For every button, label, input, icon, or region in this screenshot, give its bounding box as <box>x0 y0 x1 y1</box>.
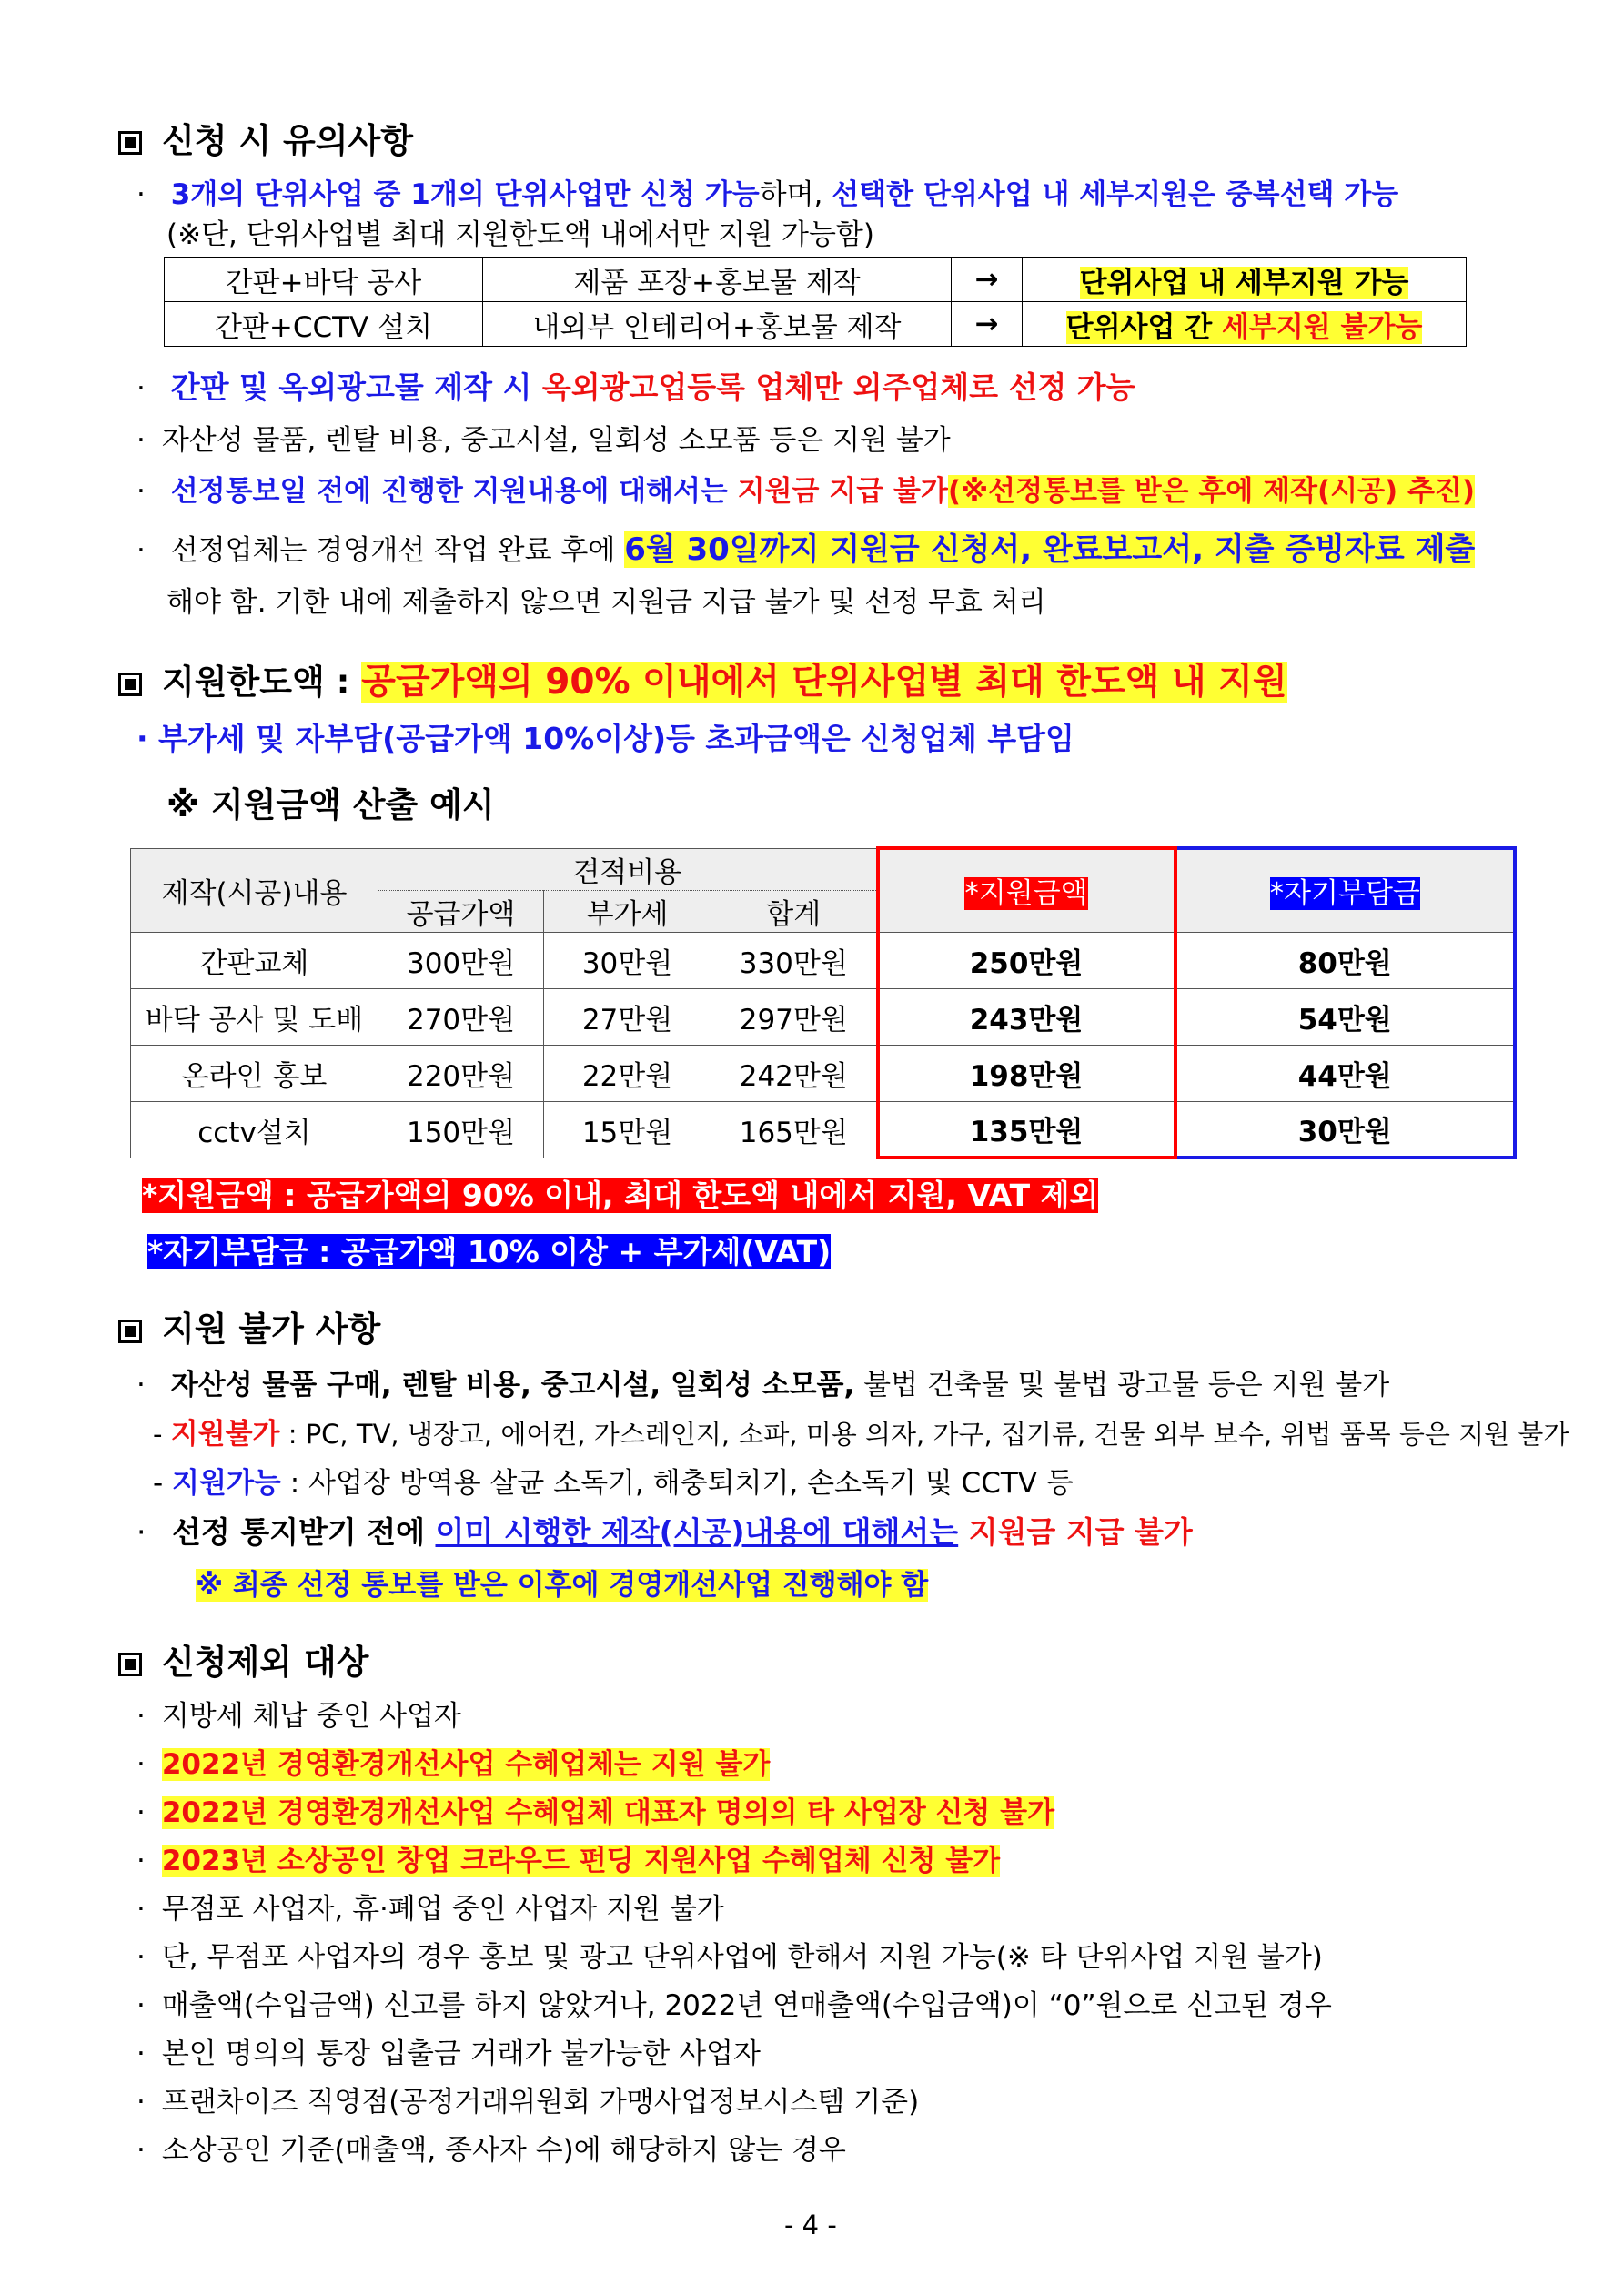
table-cell: 243만원 <box>878 988 1175 1045</box>
square-bullet-icon <box>118 1320 142 1343</box>
arrow-icon: → <box>952 302 1023 347</box>
notice-bullet-2: · 간판 및 옥외광고물 제작 시 옥외광고업등록 업체만 외주업체로 선정 가능 <box>136 369 1135 405</box>
table-cell: 150만원 <box>378 1101 544 1158</box>
table-row <box>131 1045 1516 1101</box>
arrow-icon: → <box>952 258 1023 302</box>
not-supported-bullet-1: · 자산성 물품 구매, 렌탈 비용, 중고시설, 일회성 소모품, 불법 건축물 및 불법 광고물 등은 지원 불가 <box>136 1369 1390 1401</box>
table-cell: cctv설치 <box>131 1101 378 1158</box>
not-supported-sub-2: - 지원가능 : 사업장 방역용 살균 소독기, 해충퇴치기, 손소독기 및 CCTV 등 <box>153 1467 1074 1500</box>
table-cell: 온라인 홍보 <box>131 1045 378 1101</box>
page-number: - 4 - <box>784 2210 837 2240</box>
table-cell: 135만원 <box>878 1101 1175 1158</box>
table-row <box>131 932 1516 988</box>
table-cell: 단위사업 내 세부지원 가능 <box>1023 258 1467 302</box>
not-supported-bullet-2: · 선정 통지받기 전에 이미 시행한 제작(시공)내용에 대해서는 지원금 지급 불가 <box>136 1514 1193 1550</box>
table-cell: 15만원 <box>544 1101 711 1158</box>
note-self-burden: *자기부담금 : 공급가액 10% 이상 + 부가세(VAT) <box>147 1234 832 1269</box>
list-item: · 본인 명의의 통장 입출금 거래가 불가능한 사업자 <box>136 2038 761 2070</box>
table-cell: 간판+CCTV 설치 <box>165 302 483 347</box>
table-cell: 242만원 <box>711 1045 878 1101</box>
list-item: · 매출액(수입금액) 신고를 하지 않았거나, 2022년 연매출액(수입금액)이 “0”원으로 신고된 경우 <box>136 1989 1332 2022</box>
notice-bullet-1: · 3개의 단위사업 중 1개의 단위사업만 신청 가능하며, 선택한 단위사업 내 세부지원은 중복선택 가능 <box>136 178 1399 211</box>
table-cell: 165만원 <box>711 1101 878 1158</box>
header-content: 제작(시공)내용 <box>131 848 378 932</box>
table-cell: 250만원 <box>878 932 1175 988</box>
notice-bullet-4: · 선정통보일 전에 진행한 지원내용에 대해서는 지원금 지급 불가(※선정통보를 받은 후에 제작(시공) 추진) <box>136 475 1476 508</box>
section-heading-not-supported: 지원 불가 사항 <box>118 1301 380 1350</box>
list-item: · 프랜차이즈 직영점(공정거래위원회 가맹사업정보시스템 기준) <box>136 2086 920 2119</box>
table-row <box>131 988 1516 1045</box>
final-selection-note: ※ 최종 선정 통보를 받은 이후에 경영개선사업 진행해야 함 <box>196 1569 929 1602</box>
table-cell: 44만원 <box>1175 1045 1516 1101</box>
square-bullet-icon <box>118 131 142 155</box>
section-heading-notes: 신청 시 유의사항 <box>118 113 413 162</box>
list-item: · 단, 무점포 사업자의 경우 홍보 및 광고 단위사업에 한해서 지원 가능(※ 타 단위사업 지원 불가) <box>136 1941 1323 1974</box>
example-title: ※ 지원금액 산출 예시 <box>166 785 495 824</box>
not-supported-sub-1: - 지원불가 : PC, TV, 냉장고, 에어컨, 가스레인지, 소파, 미용 의자, 가구, 집기류, 건물 외부 보수, 위법 품목 등은 지원 불가 <box>153 1418 1569 1451</box>
list-item: · 2022년 경영환경개선사업 수혜업체는 지원 불가 <box>136 1748 771 1781</box>
header-supply: 공급가액 <box>378 890 544 932</box>
list-item: · 소상공인 기준(매출액, 종사자 수)에 해당하지 않는 경우 <box>136 2134 846 2167</box>
combination-table <box>164 257 1467 347</box>
table-cell: 54만원 <box>1175 988 1516 1045</box>
section-heading-limit: 지원한도액 : 공급가액의 90% 이내에서 단위사업별 최대 한도액 내 지원 <box>118 653 1287 704</box>
table-cell: 30만원 <box>1175 1101 1516 1158</box>
notice-bullet-5: · 선정업체는 경영개선 작업 완료 후에 6월 30일까지 지원금 신청서, 완료보고서, 지출 증빙자료 제출 <box>136 531 1476 568</box>
table-cell: 330만원 <box>711 932 878 988</box>
table-row <box>165 302 1467 347</box>
table-cell: 198만원 <box>878 1045 1175 1101</box>
note-support-amount: *지원금액 : 공급가액의 90% 이내, 최대 한도액 내에서 지원, VAT 제외 <box>142 1178 1099 1213</box>
notice-bullet-5-cont: 해야 함. 기한 내에 제출하지 않으면 지원금 지급 불가 및 선정 무효 처리 <box>166 586 1046 619</box>
header-self: *자기부담금 <box>1175 848 1516 932</box>
header-vat: 부가세 <box>544 890 711 932</box>
list-item: · 2023년 소상공인 창업 크라우드 펀딩 지원사업 수혜업체 신청 불가 <box>136 1845 1001 1877</box>
list-item: · 지방세 체납 중인 사업자 <box>136 1700 461 1733</box>
table-cell: 300만원 <box>378 932 544 988</box>
excluded-list <box>136 1693 1332 2175</box>
notice-bullet-1-note: (※단, 단위사업별 최대 지원한도액 내에서만 지원 가능함) <box>166 218 874 251</box>
table-cell: 80만원 <box>1175 932 1516 988</box>
table-cell: 내외부 인테리어+홍보물 제작 <box>483 302 952 347</box>
table-cell: 간판교체 <box>131 932 378 988</box>
table-cell: 간판+바닥 공사 <box>165 258 483 302</box>
calculation-table <box>130 846 1517 1159</box>
limit-bullet: · 부가세 및 자부담(공급가액 10%이상)등 초과금액은 신청업체 부담임 <box>136 721 1074 756</box>
notice-bullet-3: · 자산성 물품, 렌탈 비용, 중고시설, 일회성 소모품 등은 지원 불가 <box>136 424 951 457</box>
table-cell: 220만원 <box>378 1045 544 1101</box>
table-cell: 단위사업 간 세부지원 불가능 <box>1023 302 1467 347</box>
table-row <box>131 1101 1516 1158</box>
table-cell: 297만원 <box>711 988 878 1045</box>
table-cell: 27만원 <box>544 988 711 1045</box>
table-cell: 제품 포장+홍보물 제작 <box>483 258 952 302</box>
section-heading-excluded: 신청제외 대상 <box>118 1634 368 1684</box>
square-bullet-icon <box>118 1653 142 1676</box>
table-cell: 22만원 <box>544 1045 711 1101</box>
table-cell: 바닥 공사 및 도배 <box>131 988 378 1045</box>
header-estimate: 견적비용 <box>378 848 878 890</box>
table-cell: 270만원 <box>378 988 544 1045</box>
header-support: *지원금액 <box>878 848 1175 932</box>
list-item: · 무점포 사업자, 휴·폐업 중인 사업자 지원 불가 <box>136 1893 724 1926</box>
table-row <box>165 258 1467 302</box>
square-bullet-icon <box>118 673 142 696</box>
header-total: 합계 <box>711 890 878 932</box>
list-item: · 2022년 경영환경개선사업 수혜업체 대표자 명의의 타 사업장 신청 불가 <box>136 1796 1055 1829</box>
table-cell: 30만원 <box>544 932 711 988</box>
